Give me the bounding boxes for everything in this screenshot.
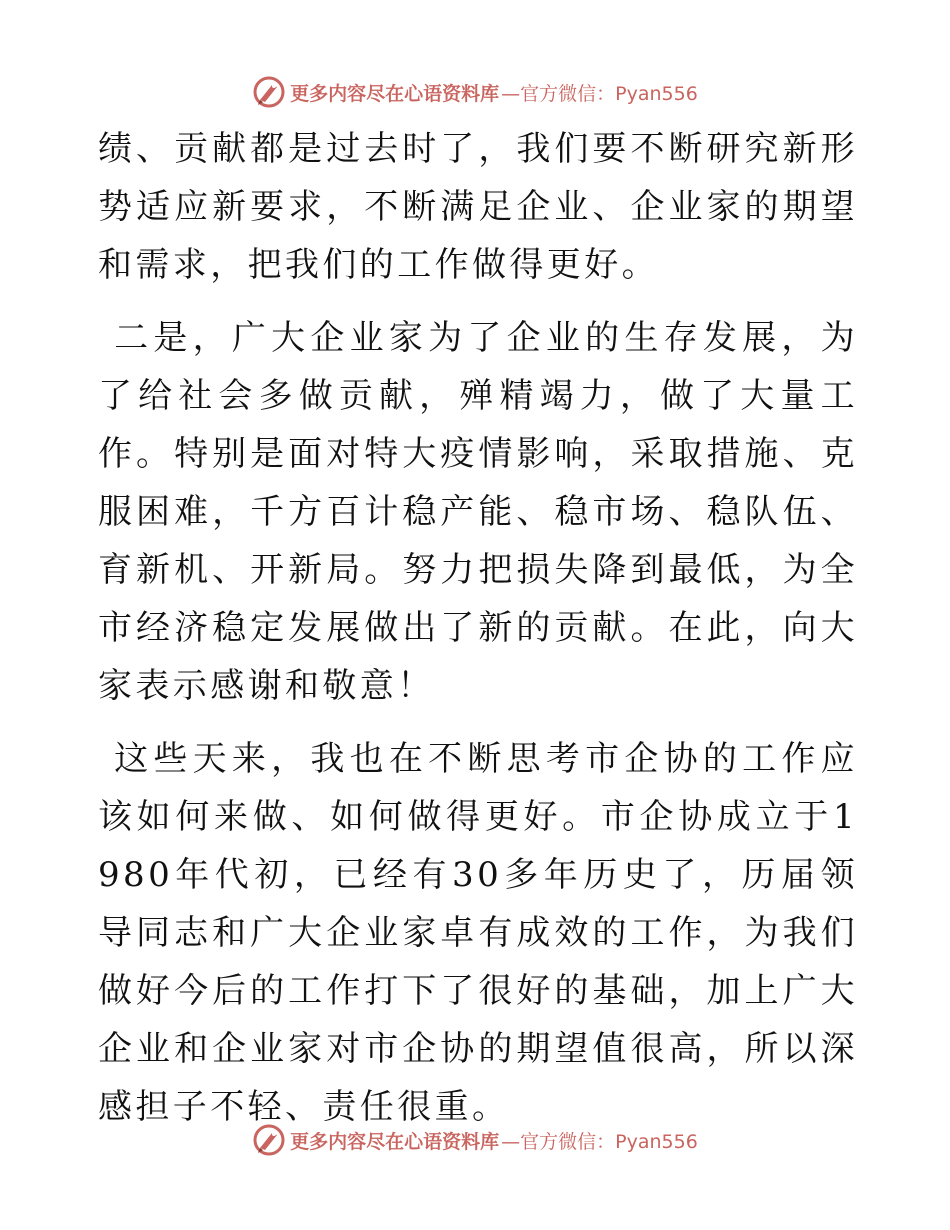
quill-pen-circle-icon bbox=[252, 75, 286, 109]
paragraph-1: 绩、贡献都是过去时了，我们要不断研究新形势适应新要求，不断满足企业、企业家的期望和需求，把我们的工作做得更好。 bbox=[98, 129, 858, 285]
footer-wechat-text: —官方微信：Pyan556 bbox=[501, 1130, 698, 1153]
footer-promo-text: 更多内容尽在心语资料库 bbox=[290, 1130, 500, 1153]
paragraph-3: 这些天来，我也在不断思考市企协的工作应该如何来做、如何做得更好。市企协成立于1980年代初，已经有30多年历史了，历届领导同志和广大企业家卓有成效的工作，为我们做好今后的工作打下了很好的基础，加上广大企业和企业家对市企协的期望值很高，所以深感担子不轻、责任很重。 bbox=[98, 739, 858, 1127]
header-wechat-text: —官方微信：Pyan556 bbox=[501, 82, 698, 105]
document-body bbox=[98, 120, 858, 1151]
quill-pen-circle-icon bbox=[252, 1123, 286, 1157]
footer-banner bbox=[0, 1120, 950, 1160]
header-promo-text: 更多内容尽在心语资料库 bbox=[290, 82, 500, 105]
paragraph-2: 二是，广大企业家为了企业的生存发展，为了给社会多做贡献，殚精竭力，做了大量工作。特别是面对特大疫情影响，采取措施、克服困难，千方百计稳产能、稳市场、稳队伍、育新机、开新局。努力把损失降到最低，为全市经济稳定发展做出了新的贡献。在此，向大家表示感谢和敬意！ bbox=[98, 318, 858, 706]
header-banner bbox=[0, 72, 950, 112]
